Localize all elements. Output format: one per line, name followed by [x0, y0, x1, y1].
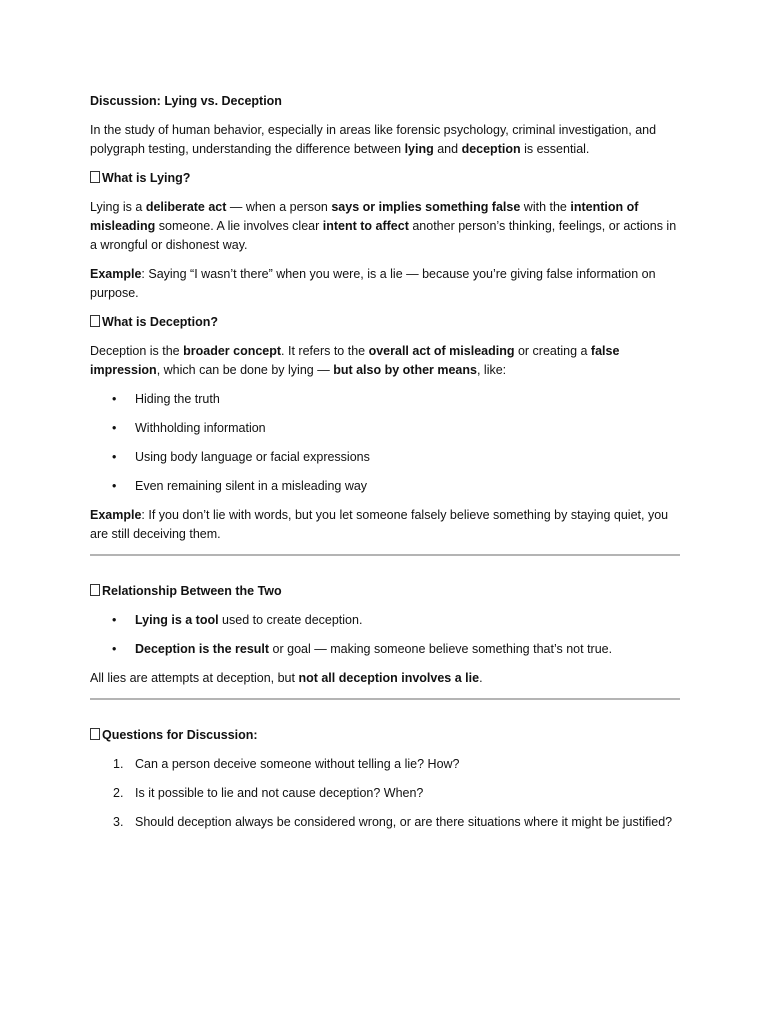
list-item: • Deception is the result or goal — making someone believe something that’s not true. [90, 640, 680, 659]
question-item: 3. Should deception always be considered wrong, or are there situations where it might be justified? [113, 815, 673, 829]
divider [90, 554, 680, 556]
section-heading-lying: What is Lying? [90, 169, 680, 188]
lying-definition-paragraph: Lying is a deliberate act — when a person says or implies something false with the intention of misleading someone. A lie involves clear intent to affect another person’s thinking, feelings, or actions in a wrongful or dishonest way. [90, 200, 677, 252]
bold-text: intention of misleading [90, 200, 639, 233]
bold-text: false impression [90, 344, 620, 377]
bold-text: deliberate act [145, 200, 227, 214]
document-title: Discussion: Lying vs. Deception [90, 94, 282, 108]
bold-text: overall act of misleading [368, 344, 515, 358]
list-item: • Lying is a tool used to create deception. [90, 611, 680, 630]
list-item: • Using body language or facial expressions [90, 448, 680, 467]
divider [90, 698, 680, 700]
bold-text: Example [90, 508, 142, 522]
bold-text: broader concept [183, 344, 282, 358]
section-heading-questions: Questions for Discussion: [90, 726, 680, 745]
lying-example-paragraph: Example: Saying “I wasn’t there” when you were, is a lie — because you’re giving false information on purpose. [90, 267, 656, 300]
deception-example-paragraph: Example: If you don’t lie with words, but you let someone falsely believe something by staying quiet, you are still deceiving them. [90, 508, 669, 541]
question-item: 2. Is it possible to lie and not cause deception? When? [113, 786, 424, 800]
list-item: • Withholding information [90, 419, 680, 438]
bold-text: Deception is the result [135, 642, 270, 656]
list-item: • Even remaining silent in a misleading way [90, 477, 680, 496]
deception-definition-paragraph: Deception is the broader concept. It refers to the overall act of misleading or creating a false impression, which can be done by lying — but also by other means, like: [90, 344, 620, 377]
bold-text: not all deception involves a lie [298, 671, 480, 685]
relationship-summary: All lies are attempts at deception, but not all deception involves a lie. [90, 671, 483, 685]
bold-text: deception [461, 142, 521, 156]
unknown-glyph-icon [90, 315, 100, 327]
deception-means-list [90, 390, 680, 496]
unknown-glyph-icon [90, 171, 100, 183]
bold-text: says or implies something false [331, 200, 521, 214]
bold-text: intent to affect [322, 219, 409, 233]
bold-text: lying [404, 142, 434, 156]
section-heading-deception: What is Deception? [90, 313, 680, 332]
list-item: • Hiding the truth [90, 390, 680, 409]
bold-text: but also by other means [333, 363, 477, 377]
section-heading-relationship: Relationship Between the Two [90, 582, 680, 601]
unknown-glyph-icon [90, 584, 100, 596]
question-item: 1. Can a person deceive someone without telling a lie? How? [113, 757, 460, 771]
relationship-list [90, 611, 680, 659]
discussion-questions-list [90, 755, 680, 832]
bold-text: Example [90, 267, 142, 281]
intro-paragraph: In the study of human behavior, especially in areas like forensic psychology, criminal investigation, and polygraph testing, understanding the difference between lying and deception is essential. [90, 123, 657, 156]
unknown-glyph-icon [90, 728, 100, 740]
document-body [90, 92, 680, 842]
bold-text: Lying is a tool [135, 613, 219, 627]
